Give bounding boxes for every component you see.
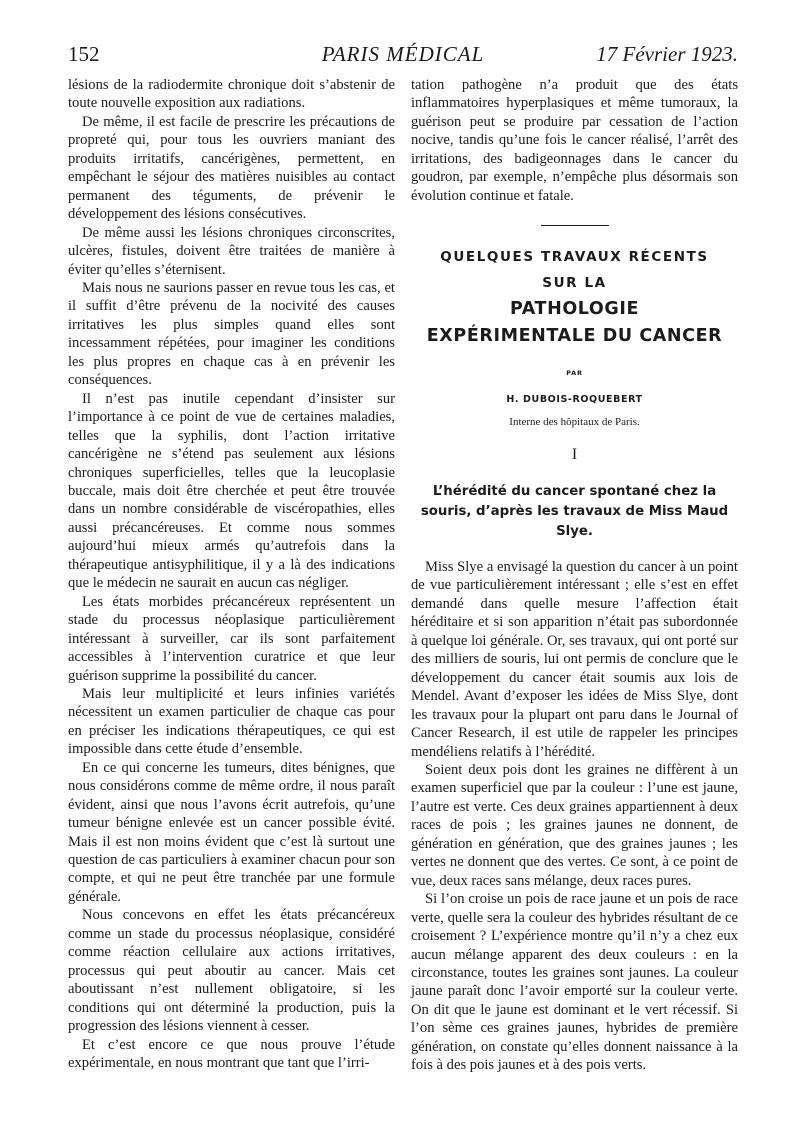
paragraph: Mais leur multiplicité et leurs infinies variétés nécessitent un examen particulier de chaque cas pour en préciser les indications thérapeutiques, ce qui est impossible dans cette étude d’ensemble. <box>68 685 395 758</box>
paragraph: Si l’on croise un pois de race jaune et un pois de race verte, quelle sera la couleur des hybrides résultant de ce croisement ? L’expérience montre qu’il n’y a chez eux aucun mélange apparent des deux couleurs : en la circonstance, toutes les graines sont jaunes. La couleur jaune paraît donc l’avoir emporté sur la couleur verte. On dit que le jaune est dominant et le vert récessif. Si l’on sème ces graines jaunes, hybrides de première génération, on constate qu’elles donnent naissance à la fois à des pois jaunes et à des pois verts. <box>411 891 738 1074</box>
paragraph: lésions de la radiodermite chronique doit s’abstenir de toute nouvelle exposition aux radiations. <box>68 77 395 112</box>
issue-date: 17 Février 1923. <box>596 42 738 66</box>
left-column <box>68 76 395 1072</box>
section-title: L’hérédité du cancer spontané chez la souris, d’après les travaux de Miss Maud Slye. <box>420 483 729 539</box>
paragraph: De même, il est facile de prescrire les précautions de propreté qui, pour tous les ouvriers maniant des produits irritatifs, cancérigènes, permettent, en empêchant le séjour des matières nuisibles au contact permanent des téguments, de prévenir le développement des lésions consécutives. <box>68 113 395 223</box>
article-title-line-2: SUR LA <box>542 275 607 292</box>
right-column <box>411 76 738 1075</box>
paragraph: Les états morbides précancéreux représentent un stade du processus néoplasique particulièrement intéressant à surveiller, car ils sont parfaitement accessibles à l’intervention curatrice et que leur guérison supprime la possibilité du cancer. <box>68 593 395 684</box>
paragraph: Et c’est encore ce que nous prouve l’étude expérimentale, en nous montrant que tant que l’irri- <box>68 1036 395 1072</box>
paragraph: En ce qui concerne les tumeurs, dites bénignes, que nous considérons comme de même ordre, il nous paraît évident, ainsi que nous l’avons écrit autrefois, qu’une tumeur bénigne enlevée est un cancer possible évité. Mais il est non moins évident que c’est là surtout une question de cas particuliers à examiner chacun pour son compte, et qui ne peut être tranchée par une formule générale. <box>68 759 395 905</box>
page-number: 152 <box>68 42 100 66</box>
paragraph-continuation: tation pathogène n’a produit que des états inflammatoires hyperplasiques et même tumoraux, la guérison peut se produire par cessation de l’action nocive, tandis qu’une fois le cancer réalisé, l’arrêt des irritations, des badigeonnages dans le cancer du goudron, par exemple, n’empêche plus désormais son évolution continue et fatale. <box>411 77 738 204</box>
author-name: H. DUBOIS-ROQUEBERT <box>506 393 643 405</box>
page-header <box>68 42 738 72</box>
article-title-line-1: QUELQUES TRAVAUX RÉCENTS <box>440 249 709 266</box>
paragraph: Il n’est pas inutile cependant d’insister sur l’importance à ce point de vue de certaines maladies, telles que la syphilis, dont l’action irritative cancérigène ne s’étend pas seulement aux lésions chroniques superficielles, telles que la leucoplasie buccale, mais doit être cherchée et peut être trouvée dans un nombre considérable de viscéropathies, elles aussi précancéreuses. Et comme nous sommes aujourd’hui mieux armés qu’autrefois dans la thérapeutique antisyphilitique, il y a là des indications que le médecin ne saurait en aucun cas négliger. <box>68 390 395 592</box>
author-role: Interne des hôpitaux de Paris. <box>509 416 640 429</box>
section-number: I <box>571 445 578 463</box>
journal-title: PARIS MÉDICAL <box>321 42 485 66</box>
paragraph: De même aussi les lésions chroniques circonscrites, ulcères, fistules, doivent être traitées de manière à éviter qu’elles s’éternisent. <box>68 224 395 278</box>
article-title-line-4: EXPÉRIMENTALE DU CANCER <box>426 326 723 347</box>
paragraph: Miss Slye a envisagé la question du cancer à un point de vue particulièrement intéressant ; elle s’est en effet demandé dans quelle mesure l’affection était héréditaire et si son apparition n’était pas subordonnée à quelque loi générale. Or, ses travaux, qui ont porté sur des milliers de souris, lui ont permis de conclure que le développement du cancer était soumis aux lois de Mendel. Avant d’exposer les idées de Miss Slye, dont les travaux pour la plupart ont paru dans le Journal of Cancer Research, il est utile de rappeler les principes mendéliens relatifs à l’hérédité. <box>411 558 738 760</box>
paragraph: Soient deux pois dont les graines ne diffèrent à un examen superficiel que par la couleur : l’une est jaune, l’autre est verte. Ces deux graines appartiennent à deux races de pois ; les graines jaunes ne donnent, de génération en génération, que des graines jaunes ; les vertes ne donnent que des vertes. Ce sont, à ce point de vue, deux races sans mélange, deux races pures. <box>411 761 738 889</box>
paragraph: Nous concevons en effet les états précancéreux comme un stade du processus néoplasique, considéré comme réaction cellulaire aux actions irritatives, processus qui peut aboutir au cancer. Mais cet aboutissant n’est nullement obligatoire, si les conditions qui ont déterminé la production, puis la progression des lésions viennent à cesser. <box>68 907 395 1035</box>
paragraph: Mais nous ne saurions passer en revue tous les cas, et il suffit d’être prévenu de la nocivité des causes irritatives les plus simples quand elles sont incessamment répétées, pour imaginer les conditions les plus propres en chaque cas à en prévenir les conséquences. <box>68 279 395 389</box>
article-title-line-3: PATHOLOGIE <box>509 299 640 320</box>
section-divider <box>541 225 609 226</box>
by-label: PAR <box>566 369 583 378</box>
